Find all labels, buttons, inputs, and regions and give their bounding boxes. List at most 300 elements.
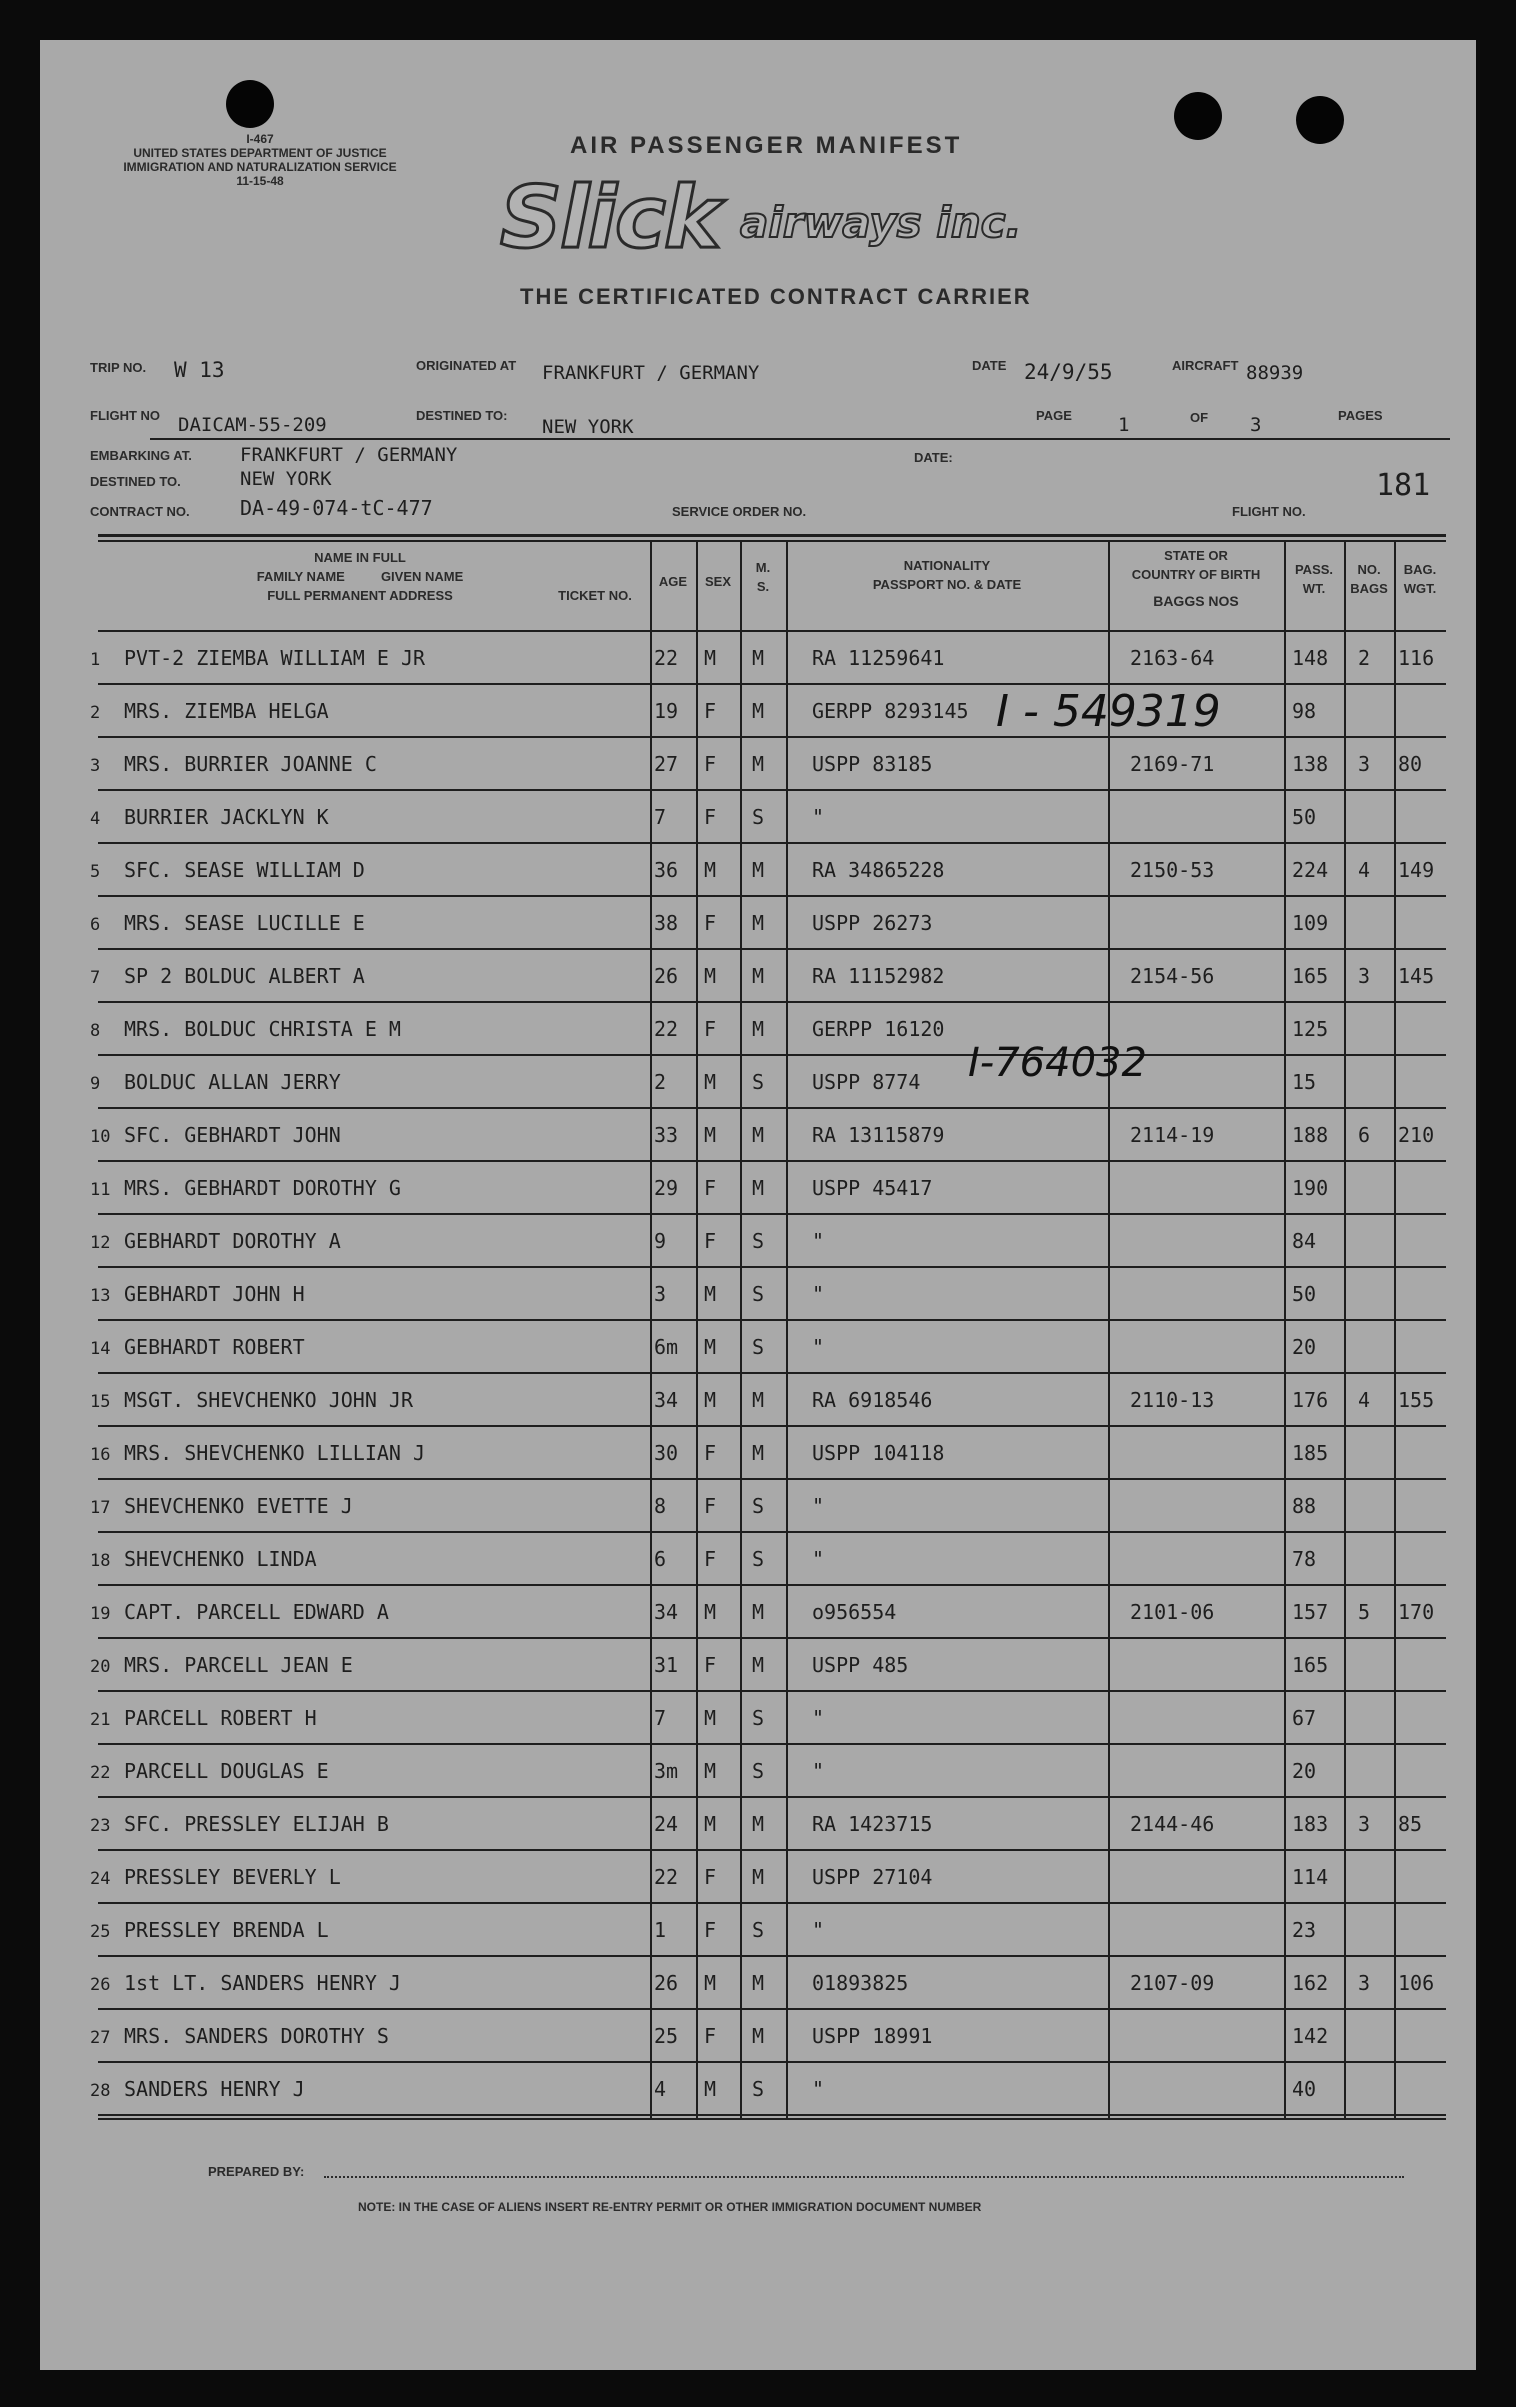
row-number: 23 <box>90 1816 111 1836</box>
flight-label: FLIGHT NO <box>90 408 161 423</box>
marital-status-cell: M <box>752 858 765 882</box>
age-cell: 6 <box>654 1547 667 1571</box>
age-cell: 30 <box>654 1441 679 1465</box>
pass-weight-cell: 176 <box>1292 1388 1329 1412</box>
age-cell: 26 <box>654 1971 679 1995</box>
sex-cell: F <box>704 2024 717 2048</box>
row-number: 14 <box>90 1339 111 1359</box>
marital-status-cell: M <box>752 699 765 723</box>
row-number: 12 <box>90 1233 111 1253</box>
marital-status-cell: S <box>752 1229 765 1253</box>
sex-cell: F <box>704 1176 717 1200</box>
pass-weight-cell: 142 <box>1292 2024 1329 2048</box>
birth-cell: 2150-53 <box>1130 858 1215 882</box>
prepared-by-label: PREPARED BY: <box>208 2164 305 2179</box>
sex-cell: M <box>704 1123 717 1147</box>
form-number: I-467 <box>246 132 274 146</box>
age-cell: 9 <box>654 1229 667 1253</box>
row-rule <box>98 1690 1446 1692</box>
passport-cell: USPP 104118 <box>812 1441 945 1465</box>
sex-cell: M <box>704 646 717 670</box>
age-cell: 22 <box>654 1865 679 1889</box>
marital-status-cell: M <box>752 1017 765 1041</box>
sex-cell: F <box>704 1441 717 1465</box>
birth-cell: 2114-19 <box>1130 1123 1215 1147</box>
passport-cell: USPP 27104 <box>812 1865 933 1889</box>
column-rule <box>1284 540 1286 2118</box>
row-rule <box>98 1319 1446 1321</box>
date-label: DATE <box>972 358 1007 373</box>
sex-cell: F <box>704 1653 717 1677</box>
sex-cell: M <box>704 858 717 882</box>
sex-cell: F <box>704 1547 717 1571</box>
age-cell: 22 <box>654 646 679 670</box>
row-number: 7 <box>90 968 101 988</box>
passenger-name: PRESSLEY BEVERLY L <box>124 1865 341 1889</box>
passenger-name: GEBHARDT DOROTHY A <box>124 1229 341 1253</box>
passenger-name: SANDERS HENRY J <box>124 2077 305 2101</box>
pass-weight-cell: 138 <box>1292 752 1329 776</box>
marital-status-cell: S <box>752 1070 765 1094</box>
marital-status-cell: M <box>752 964 765 988</box>
sex-cell: M <box>704 1388 717 1412</box>
age-cell: 22 <box>654 1017 679 1041</box>
age-cell: 8 <box>654 1494 667 1518</box>
carrier-subtitle: THE CERTIFICATED CONTRACT CARRIER <box>520 284 1032 309</box>
footer-note: NOTE: IN THE CASE OF ALIENS INSERT RE-ENTRY PERMIT OR OTHER IMMIGRATION DOCUMENT NUMBER <box>358 2200 982 2214</box>
birth-cell: 2144-46 <box>1130 1812 1215 1836</box>
marital-status-cell: M <box>752 1176 765 1200</box>
table-bottom-rule <box>98 2118 1446 2120</box>
pass-weight-cell: 190 <box>1292 1176 1329 1200</box>
row-rule <box>98 789 1446 791</box>
bags-count-cell: 6 <box>1358 1123 1371 1147</box>
passenger-name: SFC. SEASE WILLIAM D <box>124 858 365 882</box>
contract-value: DA-49-074-tC-477 <box>240 496 433 520</box>
passport-cell: " <box>812 2077 825 2101</box>
column-rule <box>1108 540 1110 2118</box>
pass-weight-cell: 67 <box>1292 1706 1317 1730</box>
age-cell: 2 <box>654 1070 667 1094</box>
birth-column-header: STATE OR COUNTRY OF BIRTH <box>1131 548 1261 582</box>
passenger-name: CAPT. PARCELL EDWARD A <box>124 1600 389 1624</box>
passenger-name: SFC. GEBHARDT JOHN <box>124 1123 341 1147</box>
passenger-table <box>40 40 1476 2370</box>
passport-cell: " <box>812 1547 825 1571</box>
bag-wgt-column-header: BAG. WGT. <box>1403 562 1437 596</box>
trip-value: W 13 <box>174 358 225 382</box>
row-number: 9 <box>90 1074 101 1094</box>
row-rule <box>98 1796 1446 1798</box>
bags-count-cell: 3 <box>1358 1812 1371 1836</box>
marital-status-cell: M <box>752 1865 765 1889</box>
passport-cell: USPP 45417 <box>812 1176 933 1200</box>
nationality-column-header: NATIONALITY PASSPORT NO. & DATE <box>872 558 1022 592</box>
pass-weight-cell: 148 <box>1292 646 1329 670</box>
passport-cell: RA 34865228 <box>812 858 945 882</box>
age-cell: 19 <box>654 699 679 723</box>
sex-cell: M <box>704 1282 717 1306</box>
age-cell: 31 <box>654 1653 679 1677</box>
age-column-header: AGE <box>658 574 688 589</box>
birth-cell: 2101-06 <box>1130 1600 1215 1624</box>
sex-cell: M <box>704 964 717 988</box>
pass-weight-cell: 20 <box>1292 1759 1317 1783</box>
destined-value: NEW YORK <box>542 416 634 438</box>
pass-weight-cell: 78 <box>1292 1547 1317 1571</box>
row-number: 19 <box>90 1604 111 1624</box>
bags-count-cell: 3 <box>1358 752 1371 776</box>
passenger-name: MRS. BURRIER JOANNE C <box>124 752 377 776</box>
birth-cell: 2107-09 <box>1130 1971 1215 1995</box>
sex-cell: F <box>704 1494 717 1518</box>
column-rule <box>786 540 788 2118</box>
table-top-rule <box>98 534 1446 537</box>
marital-status-cell: S <box>752 1706 765 1730</box>
pass-weight-cell: 50 <box>1292 1282 1317 1306</box>
destined-label: DESTINED TO: <box>416 408 508 423</box>
age-cell: 4 <box>654 2077 667 2101</box>
ms-column-header: M. S. <box>755 560 771 594</box>
passenger-name: BOLDUC ALLAN JERRY <box>124 1070 341 1094</box>
name-header-line-3: FULL PERMANENT ADDRESS <box>267 588 453 603</box>
pass-weight-cell: 188 <box>1292 1123 1329 1147</box>
row-number: 4 <box>90 809 101 829</box>
bag-weight-cell: 80 <box>1398 752 1423 776</box>
row-rule <box>98 1372 1446 1374</box>
bag-weight-cell: 116 <box>1398 646 1435 670</box>
marital-status-cell: M <box>752 1812 765 1836</box>
date-value: 24/9/55 <box>1024 360 1113 384</box>
row-rule <box>98 2008 1446 2010</box>
passenger-name: PRESSLEY BRENDA L <box>124 1918 329 1942</box>
passenger-name: SFC. PRESSLEY ELIJAH B <box>124 1812 389 1836</box>
marital-status-cell: S <box>752 805 765 829</box>
row-rule <box>98 1160 1446 1162</box>
age-cell: 7 <box>654 1706 667 1730</box>
row-number: 21 <box>90 1710 111 1730</box>
passport-cell: RA 11259641 <box>812 646 945 670</box>
row-rule <box>98 895 1446 897</box>
passport-cell: USPP 26273 <box>812 911 933 935</box>
passenger-name: GEBHARDT JOHN H <box>124 1282 305 1306</box>
bags-count-cell: 4 <box>1358 1388 1371 1412</box>
age-cell: 7 <box>654 805 667 829</box>
destined2-label: DESTINED TO. <box>90 474 181 489</box>
birth-cell: 2169-71 <box>1130 752 1215 776</box>
column-rule <box>1344 540 1346 2118</box>
row-number: 1 <box>90 650 101 670</box>
age-cell: 25 <box>654 2024 679 2048</box>
marital-status-cell: S <box>752 1547 765 1571</box>
passenger-name: MRS. BOLDUC CHRISTA E M <box>124 1017 401 1041</box>
page-value: 1 <box>1118 414 1130 436</box>
age-cell: 3m <box>654 1759 679 1783</box>
column-rule <box>696 540 698 2118</box>
bag-weight-cell: 85 <box>1398 1812 1423 1836</box>
row-rule <box>98 1001 1446 1003</box>
row-rule <box>98 842 1446 844</box>
sex-cell: M <box>704 1759 717 1783</box>
row-number: 11 <box>90 1180 111 1200</box>
row-rule <box>98 2114 1446 2116</box>
passport-cell: USPP 485 <box>812 1653 909 1677</box>
contract-label: CONTRACT NO. <box>90 504 190 519</box>
header-bottom-rule <box>98 630 1446 632</box>
row-number: 25 <box>90 1922 111 1942</box>
pass-weight-cell: 165 <box>1292 1653 1329 1677</box>
manifest-page <box>40 40 1476 2370</box>
sex-cell: M <box>704 1971 717 1995</box>
passport-cell: " <box>812 1282 825 1306</box>
originated-value: FRANKFURT / GERMANY <box>542 362 760 384</box>
age-cell: 26 <box>654 964 679 988</box>
passport-cell: RA 11152982 <box>812 964 945 988</box>
passport-cell: " <box>812 805 825 829</box>
row-rule <box>98 2061 1446 2063</box>
pass-weight-cell: 162 <box>1292 1971 1329 1995</box>
bag-weight-cell: 210 <box>1398 1123 1435 1147</box>
pages-label: PAGES <box>1338 408 1383 423</box>
row-rule <box>98 1213 1446 1215</box>
marital-status-cell: S <box>752 1494 765 1518</box>
marital-status-cell: M <box>752 1653 765 1677</box>
row-number: 24 <box>90 1869 111 1889</box>
column-rule <box>650 540 652 2118</box>
row-number: 8 <box>90 1021 101 1041</box>
flight-value: DAICAM-55-209 <box>178 414 327 436</box>
bags-count-cell: 5 <box>1358 1600 1371 1624</box>
row-number: 15 <box>90 1392 111 1412</box>
sex-cell: F <box>704 1229 717 1253</box>
passport-cell: " <box>812 1335 825 1359</box>
aircraft-label: AIRCRAFT <box>1172 358 1239 373</box>
passenger-name: PARCELL DOUGLAS E <box>124 1759 329 1783</box>
pass-weight-cell: 84 <box>1292 1229 1317 1253</box>
destined2-value: NEW YORK <box>240 468 332 490</box>
pass-weight-cell: 98 <box>1292 699 1317 723</box>
sex-cell: F <box>704 1918 717 1942</box>
row-rule <box>98 683 1446 685</box>
row-number: 6 <box>90 915 101 935</box>
age-cell: 1 <box>654 1918 667 1942</box>
passenger-name: SHEVCHENKO EVETTE J <box>124 1494 353 1518</box>
agency-line-1: UNITED STATES DEPARTMENT OF JUSTICE <box>133 146 387 160</box>
name-column-header <box>180 548 540 605</box>
row-rule <box>98 1902 1446 1904</box>
passport-cell: " <box>812 1229 825 1253</box>
bag-weight-cell: 155 <box>1398 1388 1435 1412</box>
passenger-name: BURRIER JACKLYN K <box>124 805 329 829</box>
stamped-page-number: 181 <box>1376 468 1431 503</box>
age-cell: 3 <box>654 1282 667 1306</box>
sex-cell: M <box>704 1812 717 1836</box>
form-date: 11-15-48 <box>236 174 284 188</box>
age-cell: 27 <box>654 752 679 776</box>
table-top-rule-inner <box>98 540 1446 542</box>
column-rule <box>740 540 742 2118</box>
marital-status-cell: S <box>752 1759 765 1783</box>
passenger-name: GEBHARDT ROBERT <box>124 1335 305 1359</box>
marital-status-cell: S <box>752 2077 765 2101</box>
row-rule <box>98 1743 1446 1745</box>
service-order-label: SERVICE ORDER NO. <box>672 504 807 519</box>
bags-nos-note: BAGGS NOS <box>1153 593 1239 609</box>
sex-cell: M <box>704 1600 717 1624</box>
passport-cell: USPP 8774 <box>812 1070 921 1094</box>
sex-cell: F <box>704 752 717 776</box>
age-cell: 33 <box>654 1123 679 1147</box>
marital-status-cell: M <box>752 1971 765 1995</box>
row-number: 22 <box>90 1763 111 1783</box>
row-number: 28 <box>90 2081 111 2101</box>
of-value: 3 <box>1250 414 1262 436</box>
row-number: 20 <box>90 1657 111 1677</box>
bag-weight-cell: 106 <box>1398 1971 1435 1995</box>
passport-cell: RA 13115879 <box>812 1123 945 1147</box>
row-rule <box>98 736 1446 738</box>
passenger-name: MRS. SEASE LUCILLE E <box>124 911 365 935</box>
pass-weight-cell: 185 <box>1292 1441 1329 1465</box>
passport-cell: " <box>812 1706 825 1730</box>
sex-cell: M <box>704 1335 717 1359</box>
row-rule <box>98 1637 1446 1639</box>
pass-weight-cell: 114 <box>1292 1865 1329 1889</box>
marital-status-cell: M <box>752 646 765 670</box>
passport-cell: " <box>812 1918 825 1942</box>
sex-cell: F <box>704 1017 717 1041</box>
age-cell: 24 <box>654 1812 679 1836</box>
airline-logo: Slick <box>500 168 720 268</box>
age-cell: 34 <box>654 1388 679 1412</box>
row-rule <box>98 1584 1446 1586</box>
ticket-column-header: TICKET NO. <box>558 588 632 603</box>
pass-weight-cell: 40 <box>1292 2077 1317 2101</box>
row-rule <box>98 948 1446 950</box>
passport-cell: RA 1423715 <box>812 1812 933 1836</box>
marital-status-cell: M <box>752 1600 765 1624</box>
airline-logo-suffix: airways inc. <box>740 198 1022 247</box>
sex-cell: F <box>704 699 717 723</box>
marital-status-cell: M <box>752 1123 765 1147</box>
flight2-label: FLIGHT NO. <box>1232 504 1306 519</box>
pass-wt-column-header: PASS. WT. <box>1294 562 1334 596</box>
agency-line-2: IMMIGRATION AND NATURALIZATION SERVICE <box>123 160 397 174</box>
aircraft-value: 88939 <box>1246 362 1304 384</box>
age-cell: 6m <box>654 1335 679 1359</box>
row-number: 18 <box>90 1551 111 1571</box>
passenger-name: PARCELL ROBERT H <box>124 1706 317 1730</box>
passport-cell: RA 6918546 <box>812 1388 933 1412</box>
passenger-name: MRS. ZIEMBA HELGA <box>124 699 329 723</box>
passenger-name: MSGT. SHEVCHENKO JOHN JR <box>124 1388 413 1412</box>
pass-weight-cell: 20 <box>1292 1335 1317 1359</box>
passport-cell: " <box>812 1759 825 1783</box>
birth-cell: 2163-64 <box>1130 646 1215 670</box>
bag-weight-cell: 145 <box>1398 964 1435 988</box>
pass-weight-cell: 109 <box>1292 911 1329 935</box>
sex-cell: M <box>704 2077 717 2101</box>
marital-status-cell: M <box>752 911 765 935</box>
age-cell: 38 <box>654 911 679 935</box>
sex-cell: F <box>704 911 717 935</box>
pass-weight-cell: 183 <box>1292 1812 1329 1836</box>
passport-cell: USPP 18991 <box>812 2024 933 2048</box>
pass-weight-cell: 88 <box>1292 1494 1317 1518</box>
passport-cell: 01893825 <box>812 1971 909 1995</box>
birth-cell: 2154-56 <box>1130 964 1215 988</box>
sex-cell: M <box>704 1706 717 1730</box>
row-number: 17 <box>90 1498 111 1518</box>
marital-status-cell: S <box>752 1918 765 1942</box>
of-label: OF <box>1190 410 1209 425</box>
pass-weight-cell: 50 <box>1292 805 1317 829</box>
pass-weight-cell: 157 <box>1292 1600 1329 1624</box>
passenger-name: MRS. SANDERS DOROTHY S <box>124 2024 389 2048</box>
row-rule <box>98 1425 1446 1427</box>
passport-cell: GERPP 16120 <box>812 1017 945 1041</box>
row-number: 2 <box>90 703 101 723</box>
handwritten-document-number-row-2: I - 549319 <box>996 686 1221 737</box>
passport-cell: GERPP 8293145 <box>812 699 969 723</box>
row-rule <box>98 1478 1446 1480</box>
age-cell: 34 <box>654 1600 679 1624</box>
age-cell: 36 <box>654 858 679 882</box>
row-number: 13 <box>90 1286 111 1306</box>
row-number: 3 <box>90 756 101 776</box>
pass-weight-cell: 23 <box>1292 1918 1317 1942</box>
sex-cell: F <box>704 1865 717 1889</box>
sex-column-header: SEX <box>704 574 731 589</box>
passenger-name: 1st LT. SANDERS HENRY J <box>124 1971 401 1995</box>
page-label: PAGE <box>1036 408 1072 423</box>
sex-cell: F <box>704 805 717 829</box>
row-number: 26 <box>90 1975 111 1995</box>
passenger-name: MRS. SHEVCHENKO LILLIAN J <box>124 1441 426 1465</box>
prepared-by-line <box>324 2176 1404 2178</box>
marital-status-cell: S <box>752 1335 765 1359</box>
age-cell: 29 <box>654 1176 679 1200</box>
row-number: 16 <box>90 1445 111 1465</box>
name-header-line-2: FAMILY NAME GIVEN NAME <box>256 569 464 584</box>
pass-weight-cell: 165 <box>1292 964 1329 988</box>
passport-cell: " <box>812 1494 825 1518</box>
marital-status-cell: M <box>752 1441 765 1465</box>
row-rule <box>98 1955 1446 1957</box>
embarking-value: FRANKFURT / GERMANY <box>240 444 458 466</box>
date2-label: DATE: <box>914 450 953 465</box>
bag-weight-cell: 170 <box>1398 1600 1435 1624</box>
column-rule <box>1394 540 1396 2118</box>
name-header-line-1: NAME IN FULL <box>314 550 406 565</box>
row-number: 10 <box>90 1127 111 1147</box>
no-bags-column-header: NO. BAGS <box>1350 562 1388 596</box>
passport-cell: USPP 83185 <box>812 752 933 776</box>
passenger-name: PVT-2 ZIEMBA WILLIAM E JR <box>124 646 426 670</box>
embarking-label: EMBARKING AT. <box>90 448 192 463</box>
originated-label: ORIGINATED AT <box>416 358 517 373</box>
marital-status-cell: M <box>752 752 765 776</box>
row-number: 5 <box>90 862 101 882</box>
bags-count-cell: 3 <box>1358 1971 1371 1995</box>
pass-weight-cell: 15 <box>1292 1070 1317 1094</box>
row-number: 27 <box>90 2028 111 2048</box>
row-rule <box>98 1107 1446 1109</box>
pass-weight-cell: 224 <box>1292 858 1329 882</box>
sex-cell: M <box>704 1070 717 1094</box>
pass-weight-cell: 125 <box>1292 1017 1329 1041</box>
row-rule <box>98 1266 1446 1268</box>
